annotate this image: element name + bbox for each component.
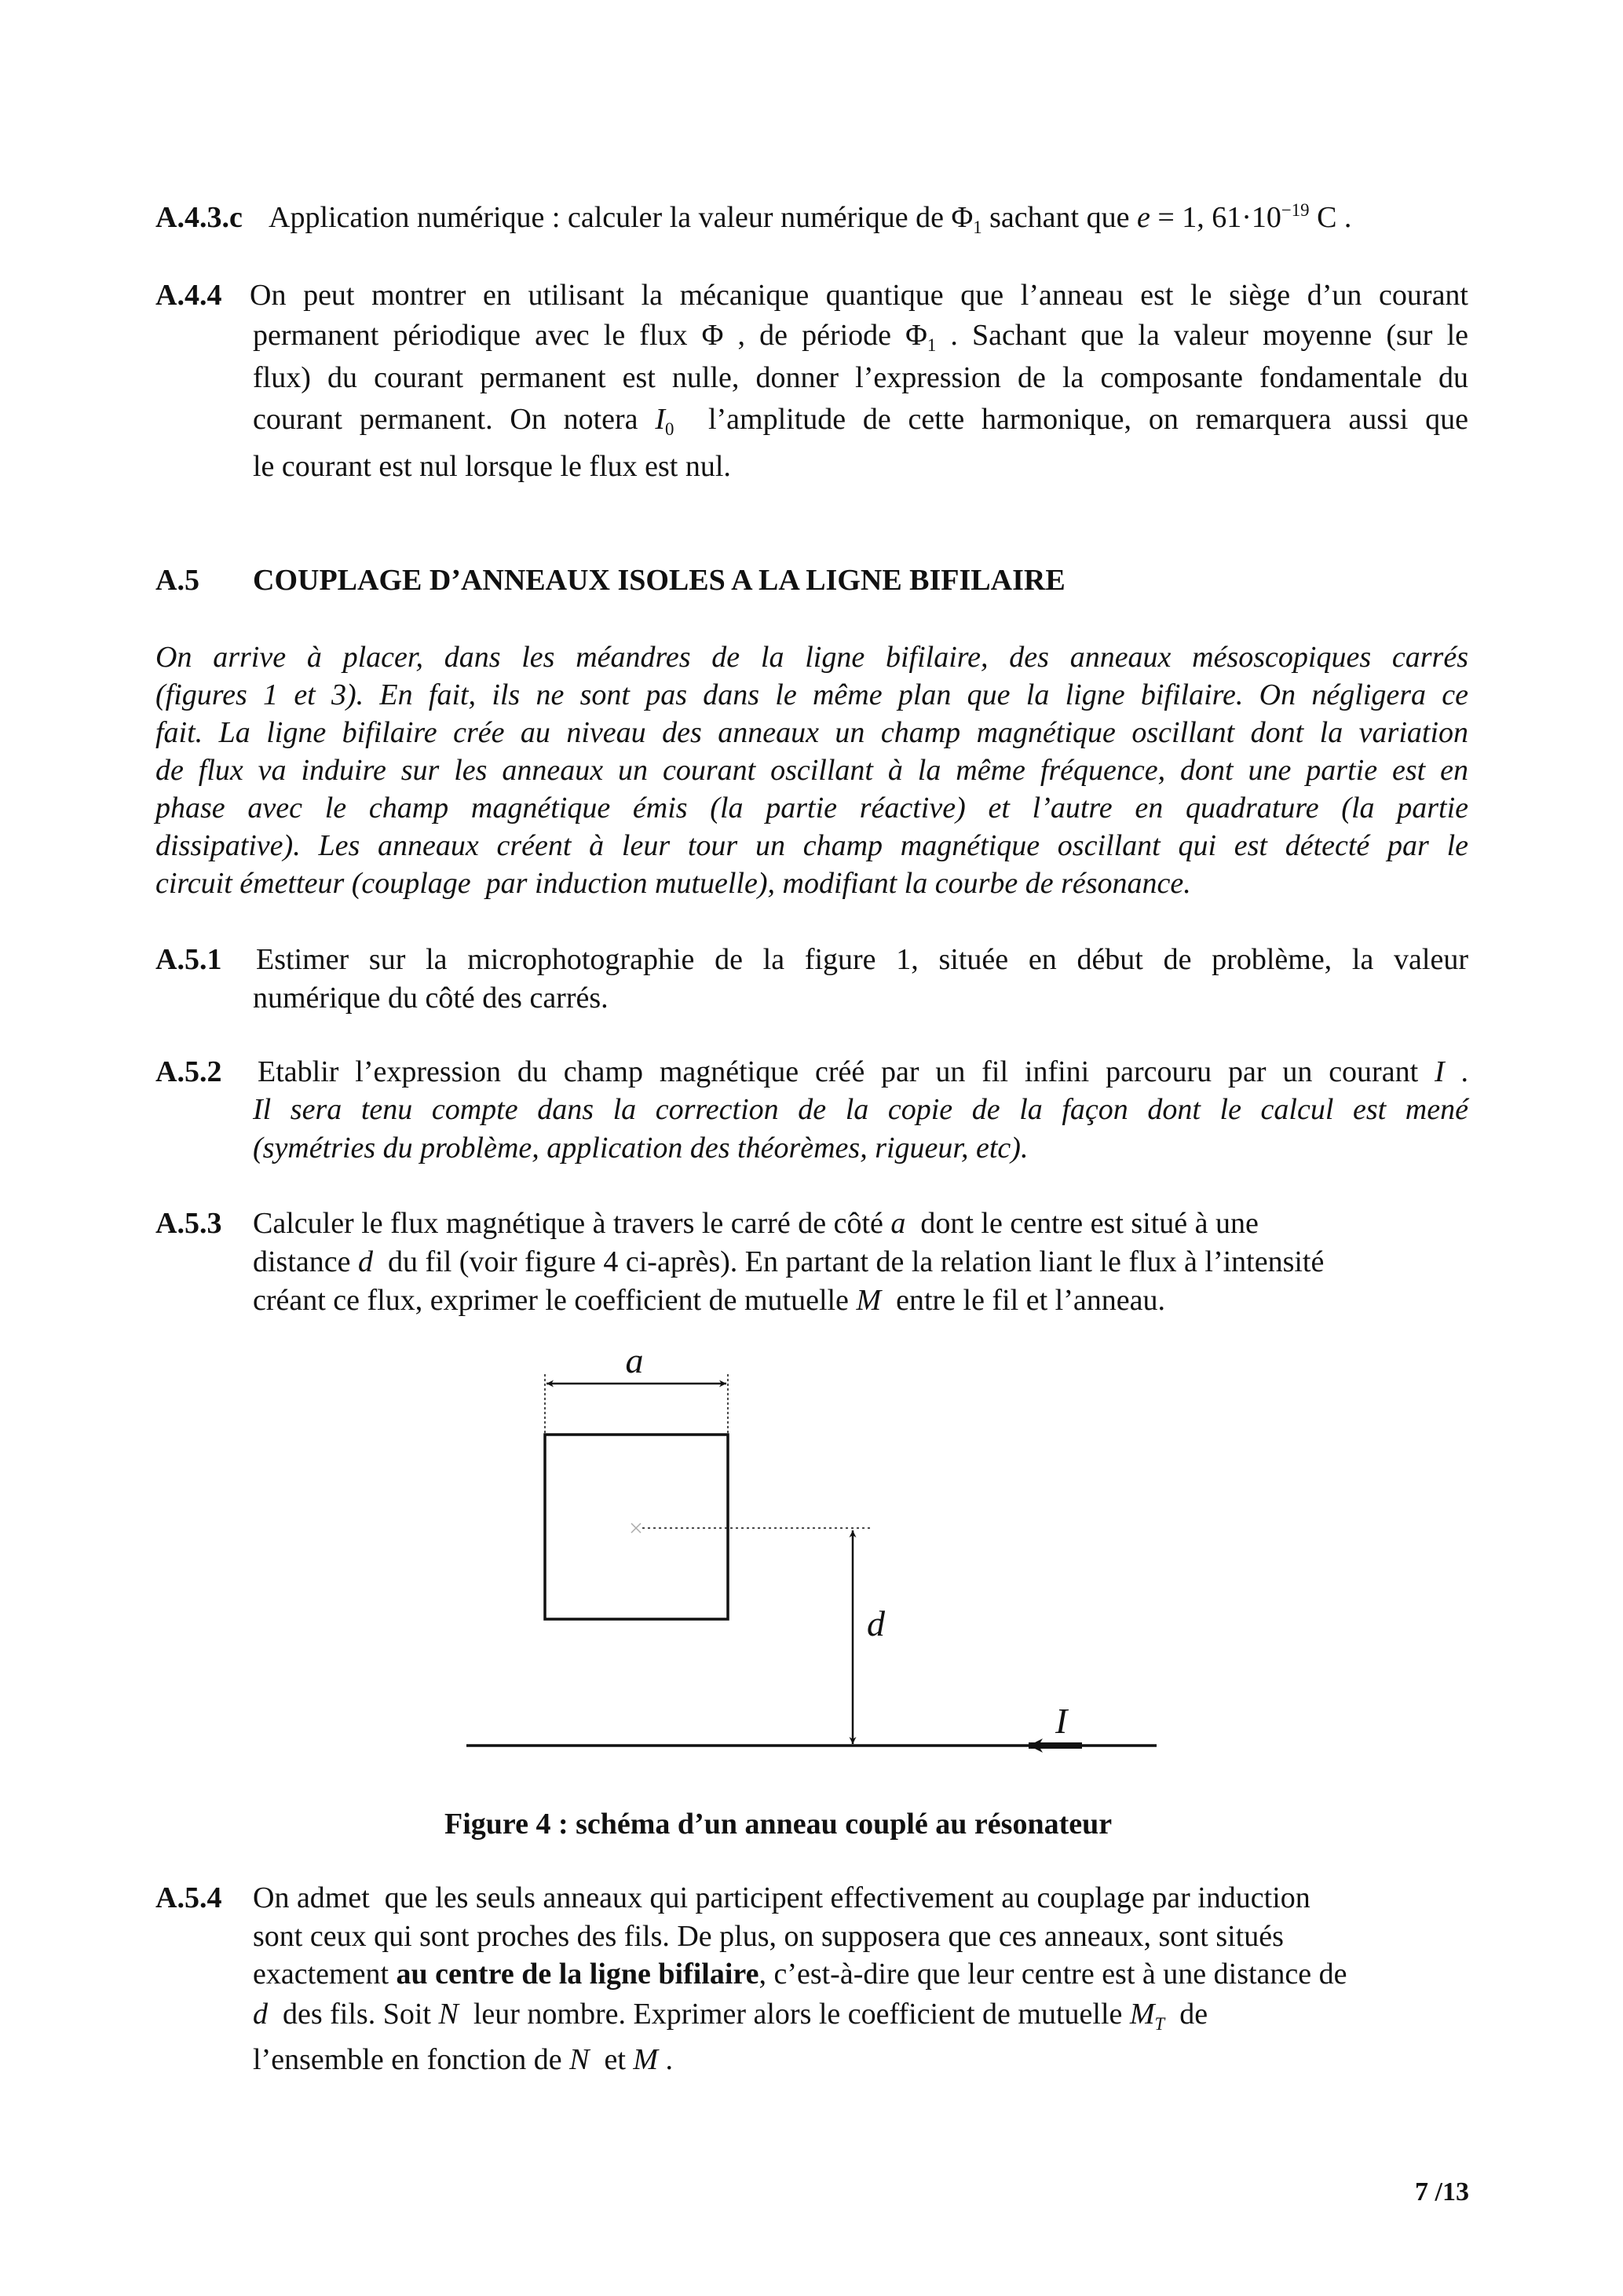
question-label: A.5.1 xyxy=(155,943,222,976)
superscript: −19 xyxy=(1281,200,1310,221)
subscript: 0 xyxy=(664,419,674,439)
text-segment: On peut montrer en utilisant la mécanique quantique que l’anneau est le siège d’un courant xyxy=(250,279,1468,312)
math-symbol: a xyxy=(890,1207,906,1240)
emphasis-text: au centre de la ligne bifilaire xyxy=(396,1958,759,1991)
text-segment: entre le fil et l’anneau. xyxy=(881,1284,1165,1317)
text-segment: l’amplitude de cette harmonique, on remarquera aussi que xyxy=(674,403,1469,436)
math-symbol: I xyxy=(1435,1055,1445,1088)
math-symbol: T xyxy=(1154,2013,1165,2034)
section-number: A.5 xyxy=(155,564,199,597)
text-segment: Calculer le flux magnétique à travers le carré de côté xyxy=(253,1207,891,1240)
math-symbol: d xyxy=(358,1245,374,1278)
text-segment: On admet que les seuls anneaux qui participent effectivement au couplage par induction xyxy=(253,1881,1310,1914)
text-segment: , c’est-à-dire que leur centre est à une distance de xyxy=(758,1958,1347,1991)
intro-line: dissipative). Les anneaux créent à leur tour un champ magnétique oscillant qui est détecté par le xyxy=(155,829,1468,862)
question-text-line xyxy=(253,1998,1208,2034)
math-symbol: d xyxy=(253,1998,268,2031)
math-symbol: M xyxy=(633,2043,659,2076)
text-segment: de xyxy=(1164,1998,1208,2031)
text-segment: des fils. Soit xyxy=(268,1998,439,2031)
question-label: A.4.4 xyxy=(155,279,222,312)
text-segment: Estimer sur la microphotographie de la figure 1, située en début de problème, la valeur xyxy=(256,943,1468,976)
math-symbol: N xyxy=(438,1998,459,2031)
text-segment: . Sachant que la valeur moyenne (sur le xyxy=(936,319,1468,352)
intro-line: (figures 1 et 3). En fait, ils ne sont pas dans le même plan que la ligne bifilaire. On négligera ce xyxy=(155,678,1468,711)
text-segment: permanent périodique avec le flux xyxy=(253,319,702,352)
text-segment: sachant que xyxy=(981,201,1137,234)
intro-line: fait. La ligne bifilaire crée au niveau des anneaux un champ magnétique oscillant dont la variation xyxy=(155,716,1468,749)
text-segment: distance xyxy=(253,1245,359,1278)
question-text-line xyxy=(253,1959,1347,1989)
figure-caption: Figure 4 : schéma d’un anneau couplé au résonateur xyxy=(444,1808,1113,1841)
text-segment: . xyxy=(658,2043,674,2076)
text-segment: Application numérique : calculer la valeur numérique de xyxy=(269,201,952,234)
question-label: A.5.2 xyxy=(155,1055,222,1088)
text-segment: Il sera tenu compte dans la correction de la copie de la façon dont le calcul est mené xyxy=(253,1093,1468,1126)
question-text-line xyxy=(253,1883,1310,1913)
side-label-a: a xyxy=(625,1340,644,1380)
subscript: 1 xyxy=(973,217,982,237)
math-symbol: M xyxy=(1129,1998,1155,2031)
center-marker-icon xyxy=(631,1523,641,1533)
intro-line: On arrive à placer, dans les méandres de la ligne bifilaire, des anneaux mésoscopiques carrés xyxy=(155,641,1468,674)
current-label-i: I xyxy=(1055,1701,1068,1741)
math-symbol: N xyxy=(569,2043,590,2076)
math-symbol: Φ xyxy=(701,319,724,352)
text-segment: C . xyxy=(1309,201,1352,234)
math-symbol: Φ xyxy=(951,201,974,234)
math-symbol: e xyxy=(1136,201,1150,234)
question-text-line xyxy=(253,2045,673,2075)
section-title: COUPLAGE D’ANNEAUX ISOLES A LA LIGNE BIFILAIRE xyxy=(253,564,1066,597)
text-segment: leur nombre. Exprimer alors le coefficient de mutuelle xyxy=(458,1998,1130,2031)
intro-line: de flux va induire sur les anneaux un courant oscillant à la même fréquence, dont une partie est en xyxy=(155,754,1468,787)
text-segment: . xyxy=(1444,1055,1469,1088)
subscript: 1 xyxy=(927,335,937,355)
question-label: A.5.4 xyxy=(155,1881,222,1914)
distance-label-d: d xyxy=(867,1603,885,1643)
math-symbol: M xyxy=(856,1284,882,1317)
question-text-line xyxy=(253,1921,1284,1951)
question-label: A.5.3 xyxy=(155,1207,222,1240)
math-symbol: I xyxy=(655,403,665,436)
text-segment: dont le centre est situé à une xyxy=(905,1207,1259,1240)
math-symbol: Φ xyxy=(905,319,927,352)
text-segment: Etablir l’expression du champ magnétique créé par un fil infini parcouru par un courant xyxy=(258,1055,1435,1088)
text-segment: courant permanent. On notera xyxy=(253,403,656,436)
intro-line: circuit émetteur (couplage par induction mutuelle), modifiant la courbe de résonance. xyxy=(155,867,1191,900)
text-segment: le courant est nul lorsque le flux est nul. xyxy=(253,450,731,483)
text-segment: sont ceux qui sont proches des fils. De plus, on supposera que ces anneaux, sont situés xyxy=(253,1920,1284,1953)
text-segment: , de période xyxy=(723,319,906,352)
text-segment: = 1, 61·10 xyxy=(1150,201,1281,234)
text-segment: exactement xyxy=(253,1958,397,1991)
intro-line: phase avec le champ magnétique émis (la partie réactive) et l’autre en quadrature (la partie xyxy=(155,792,1468,824)
text-segment: créant ce flux, exprimer le coefficient de mutuelle xyxy=(253,1284,857,1317)
text-segment: l’ensemble en fonction de xyxy=(253,2043,570,2076)
page-number: 7 /13 xyxy=(1415,2177,1469,2206)
question-label: A.4.3.c xyxy=(155,201,243,234)
text-segment: et xyxy=(589,2043,634,2076)
text-segment: du fil (voir figure 4 ci-après). En partant de la relation liant le flux à l’intensité xyxy=(373,1245,1325,1278)
text-segment: numérique du côté des carrés. xyxy=(253,982,609,1015)
text-segment: flux) du courant permanent est nulle, donner l’expression de la composante fondamentale du xyxy=(253,361,1468,394)
text-segment: (symétries du problème, application des théorèmes, rigueur, etc). xyxy=(253,1132,1029,1164)
